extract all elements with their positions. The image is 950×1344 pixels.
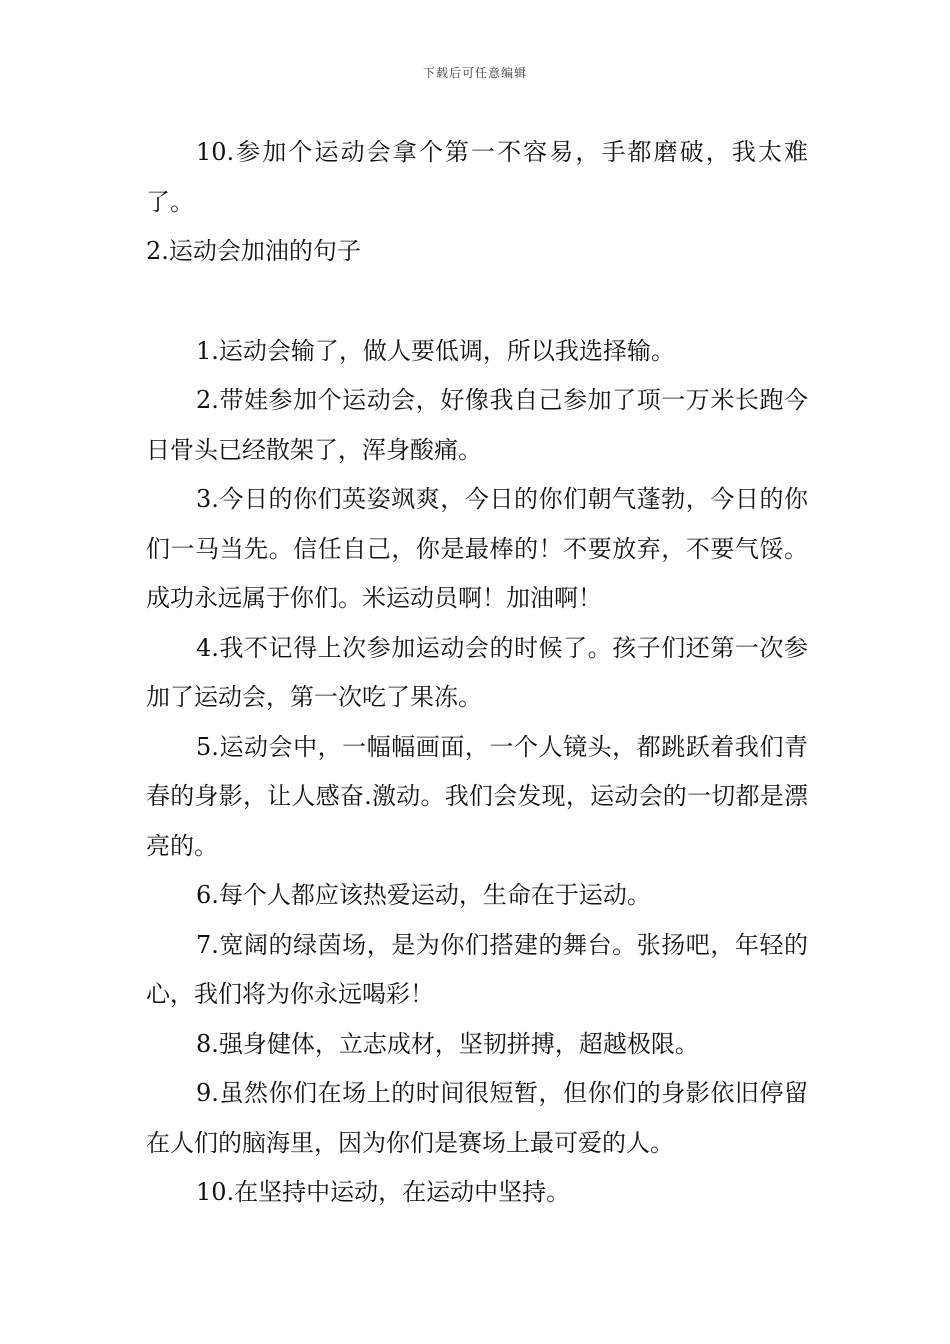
list-item: 5.运动会中，一幅幅画面，一个人镜头，都跳跃着我们青春的身影，让人感奋.激动。我们会发现，运动会的一切都是漂亮的。 bbox=[146, 732, 808, 860]
list-item: 1.运动会输了，做人要低调，所以我选择输。 bbox=[196, 336, 675, 365]
list-item: 10.在坚持中运动，在运动中坚持。 bbox=[196, 1178, 571, 1206]
section-title: 2.运动会加油的句子 bbox=[146, 237, 361, 265]
list-item: 4.我不记得上次参加运动会的时候了。孩子们还第一次参加了运动会，第一次吃了果冻。 bbox=[146, 633, 808, 711]
list-item: 6.每个人都应该热爱运动，生命在于运动。 bbox=[196, 881, 651, 909]
list-item: 9.虽然你们在场上的时间很短暂，但你们的身影依旧停留在人们的脑海里，因为你们是赛场上最可爱的人。 bbox=[146, 1079, 808, 1157]
list-item: 7.宽阔的绿茵场，是为你们搭建的舞台。张扬吧，年轻的心，我们将为你永远喝彩！ bbox=[146, 930, 808, 1008]
page-header-note: 下载后可任意编辑 bbox=[422, 66, 527, 80]
list-item: 2.带娃参加个运动会，好像我自己参加了项一万米长跑今日骨头已经散架了，浑身酸痛。 bbox=[146, 386, 808, 464]
section-spacer bbox=[146, 277, 808, 327]
intro-item-10: 10.参加个运动会拿个第一不容易，手都磨破，我太难了。 bbox=[146, 138, 808, 216]
list-item: 3.今日的你们英姿飒爽，今日的你们朝气蓬勃，今日的你们一马当先。信任自己，你是最棒的！不要放弃，不要气馁。成功永远属于你们。米运动员啊！加油啊！ bbox=[146, 485, 808, 612]
list-item: 8.强身健体，立志成材，坚韧拼搏，超越极限。 bbox=[196, 1029, 699, 1058]
document-body bbox=[146, 128, 808, 1218]
